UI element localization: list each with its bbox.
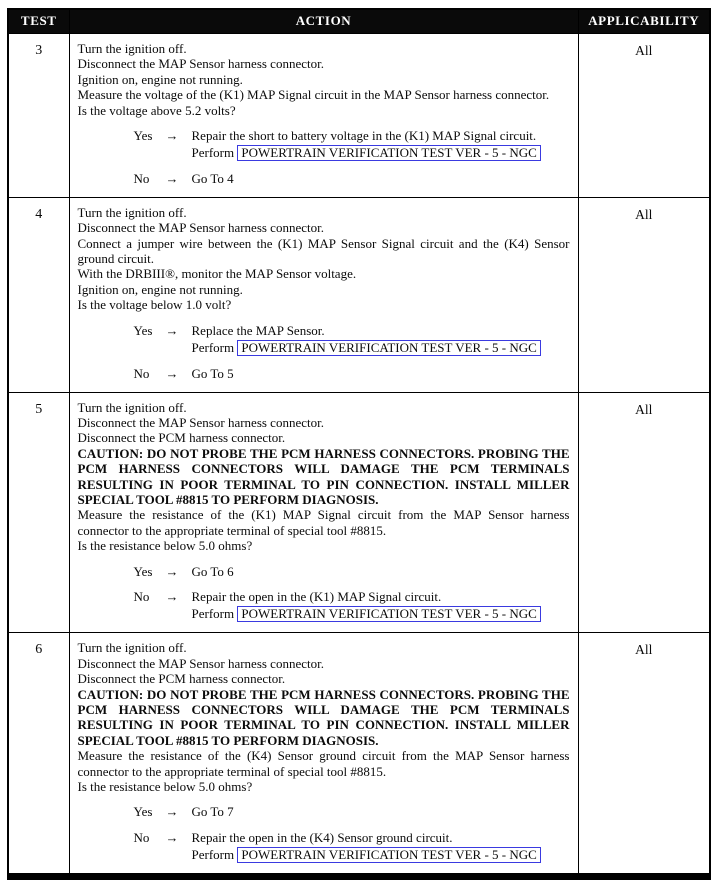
yes-branch <box>78 564 570 579</box>
diagnostic-test-table <box>7 8 711 880</box>
action-line: With the DRBIII®, monitor the MAP Sensor voltage. <box>77 266 357 282</box>
perform-line <box>192 606 570 622</box>
action-line: Disconnect the PCM harness connector. <box>77 671 286 687</box>
yes-branch <box>78 804 570 819</box>
question-line: Is the voltage below 1.0 volt? <box>77 297 232 313</box>
no-action-text: Go To 4 <box>191 171 234 187</box>
no-label: No <box>133 588 150 604</box>
no-label: No <box>133 171 150 187</box>
test-number: 5 <box>8 392 69 633</box>
action-line: Turn the ignition off. <box>77 41 187 56</box>
perform-label: Perform <box>191 606 235 622</box>
applicability-cell: All <box>578 34 710 198</box>
no-branch <box>78 366 570 381</box>
no-label: No <box>133 366 150 382</box>
arrow-icon: → <box>165 829 179 845</box>
action-line: Ignition on, engine not running. <box>77 71 243 87</box>
yes-body <box>192 564 570 579</box>
yes-body <box>192 128 570 161</box>
test-row <box>8 34 710 198</box>
perform-line <box>192 340 570 356</box>
powertrain-verification-link[interactable]: POWERTRAIN VERIFICATION TEST VER - 5 - NGC <box>237 606 540 622</box>
yes-label: Yes <box>133 322 153 338</box>
action-line: Measure the voltage of the (K1) MAP Signal circuit in the MAP Sensor harness connector. <box>77 87 550 103</box>
applicability-cell: All <box>578 392 710 633</box>
no-action-text: Repair the open in the (K1) MAP Signal circuit. <box>191 588 442 604</box>
table-header-row <box>8 9 710 34</box>
action-cell <box>69 197 578 392</box>
no-body <box>192 830 570 863</box>
no-action-text: Go To 5 <box>191 366 234 382</box>
action-line: Turn the ignition off. <box>77 204 187 220</box>
test-number: 6 <box>8 633 69 877</box>
arrow-icon: → <box>165 128 179 144</box>
yes-branch <box>78 128 570 161</box>
test-number: 4 <box>8 197 69 392</box>
arrow-icon: → <box>165 366 179 382</box>
action-line: Connect a jumper wire between the (K1) MAP Sensor Signal circuit and the (K4) Sensor ground circuit. <box>77 235 570 267</box>
test-row <box>8 633 710 877</box>
yes-branch <box>78 323 570 356</box>
yes-action-text: Replace the MAP Sensor. <box>191 322 325 338</box>
question-line: Is the voltage above 5.2 volts? <box>77 102 236 118</box>
action-line: Measure the resistance of the (K1) MAP Signal circuit from the MAP Sensor harness connector to the appropriate terminal of special tool #8815. <box>77 507 570 538</box>
yes-body <box>192 804 570 819</box>
no-body <box>192 171 570 186</box>
no-body <box>192 366 570 381</box>
powertrain-verification-link[interactable]: POWERTRAIN VERIFICATION TEST VER - 5 - NGC <box>237 847 540 863</box>
yes-action-text: Go To 6 <box>191 563 234 579</box>
action-line: Disconnect the MAP Sensor harness connector. <box>77 655 324 671</box>
action-line: Measure the resistance of the (K4) Sensor ground circuit from the MAP Sensor harness connector to the appropriate terminal of special tool #8815. <box>77 748 570 779</box>
test-number: 3 <box>8 34 69 198</box>
perform-label: Perform <box>191 145 235 161</box>
caution-text: CAUTION: DO NOT PROBE THE PCM HARNESS CONNECTORS. PROBING THE PCM HARNESS CONNECTORS WILL DAMAGE THE PCM TERMINALS RESULTING IN POOR TERMINAL TO PIN CONNECTION. INSTALL MILLER SPECIAL TOOL #8815 TO PERFORM DIAGNOSIS. <box>77 445 570 507</box>
arrow-icon: → <box>165 804 179 820</box>
powertrain-verification-link[interactable]: POWERTRAIN VERIFICATION TEST VER - 5 - NGC <box>237 340 540 356</box>
test-row <box>8 392 710 633</box>
test-row <box>8 197 710 392</box>
question-line: Is the resistance below 5.0 ohms? <box>77 779 253 795</box>
no-body <box>192 589 570 622</box>
perform-line <box>192 847 570 863</box>
action-line: Disconnect the MAP Sensor harness connector. <box>77 414 324 430</box>
applicability-cell: All <box>578 197 710 392</box>
yes-body <box>192 323 570 356</box>
action-line: Turn the ignition off. <box>77 399 187 415</box>
question-line: Is the resistance below 5.0 ohms? <box>77 538 253 554</box>
action-line: Ignition on, engine not running. <box>77 281 243 297</box>
yes-label: Yes <box>133 128 153 144</box>
arrow-icon: → <box>165 563 179 579</box>
no-branch <box>78 830 570 863</box>
applicability-cell: All <box>578 633 710 877</box>
header-applicability: APPLICABILITY <box>578 9 710 34</box>
header-test: TEST <box>8 9 69 34</box>
powertrain-verification-link[interactable]: POWERTRAIN VERIFICATION TEST VER - 5 - NGC <box>237 145 540 161</box>
yes-label: Yes <box>133 804 153 820</box>
perform-label: Perform <box>191 847 235 863</box>
header-action: ACTION <box>69 9 578 34</box>
action-cell <box>69 34 578 198</box>
no-action-text: Repair the open in the (K4) Sensor ground circuit. <box>191 829 453 845</box>
action-cell <box>69 392 578 633</box>
perform-line <box>192 145 570 161</box>
arrow-icon: → <box>165 588 179 604</box>
caution-text: CAUTION: DO NOT PROBE THE PCM HARNESS CONNECTORS. PROBING THE PCM HARNESS CONNECTORS WILL DAMAGE THE PCM TERMINALS RESULTING IN POOR TERMINAL TO PIN CONNECTION. INSTALL MILLER SPECIAL TOOL #8815 TO PERFORM DIAGNOSIS. <box>77 686 570 748</box>
no-label: No <box>133 829 150 845</box>
action-cell <box>69 633 578 877</box>
action-line: Disconnect the MAP Sensor harness connector. <box>77 220 324 236</box>
yes-action-text: Go To 7 <box>191 804 234 820</box>
arrow-icon: → <box>165 322 179 338</box>
action-line: Disconnect the PCM harness connector. <box>77 430 286 446</box>
action-line: Disconnect the MAP Sensor harness connector. <box>77 56 324 72</box>
no-branch <box>78 589 570 622</box>
arrow-icon: → <box>165 171 179 187</box>
action-line: Turn the ignition off. <box>77 640 187 656</box>
yes-label: Yes <box>133 563 153 579</box>
perform-label: Perform <box>191 340 235 356</box>
no-branch <box>78 171 570 186</box>
yes-action-text: Repair the short to battery voltage in the (K1) MAP Signal circuit. <box>191 128 537 144</box>
